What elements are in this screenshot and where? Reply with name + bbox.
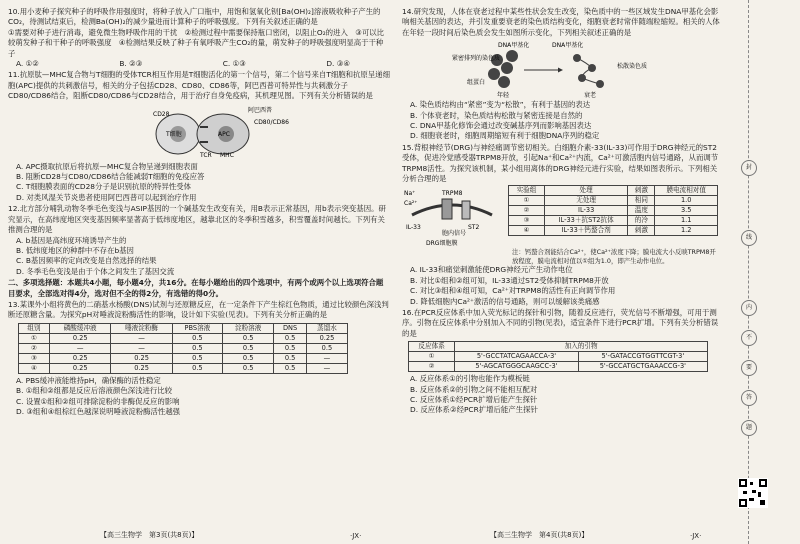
binding-circle: 要 — [741, 360, 757, 376]
table-cell: 0.5 — [223, 343, 274, 353]
q12-option-a: A. b基因是高纬度环境诱导产生的 — [16, 235, 127, 245]
fig11-label-abatacept: 阿巴西普 — [248, 106, 273, 114]
table-cell: 5'-GCCATGCTGAAACCG-3' — [578, 362, 707, 372]
q10-option-c: C. ①③ — [222, 59, 246, 69]
table-cell: — — [306, 363, 347, 373]
table-cell: ④ — [509, 226, 545, 236]
question-15 — [402, 143, 720, 307]
fig11-label-tcell: T细胞 — [166, 130, 182, 138]
q16-option-a: A. 反应体系①的引物也能作为模板链 — [410, 374, 530, 384]
q15-header-row — [509, 186, 718, 196]
left-page — [8, 6, 390, 417]
binding-line — [748, 0, 749, 544]
table-cell: 0.5 — [172, 353, 222, 363]
q14-option-b: B. 个体衰老时，染色质结构松散与紧密连接是自然的 — [410, 110, 583, 120]
table-row — [509, 206, 718, 216]
fig14-label-methylation: DNA甲基化 — [498, 42, 530, 50]
fig15-label-st2: ST2 — [468, 224, 480, 232]
binding-circle: 答 — [741, 390, 757, 406]
q15-option-c: C. 对比③组和④组可知，Ca²⁺对TRPM8的活性有正向调节作用 — [410, 286, 616, 296]
table-cell: 0.25 — [49, 333, 110, 343]
q16-option-b: B. 反应体系②的引物之间不能相互配对 — [410, 384, 538, 394]
table-row — [409, 352, 708, 362]
right-page — [402, 6, 720, 416]
q12-option-d: D. 冬季毛色变浅是由于个体之间发生了基因交流 — [16, 266, 175, 276]
table-cell: 的冷 — [628, 216, 655, 226]
table-cell: 0.5 — [274, 333, 307, 343]
q13-header: 唾液淀粉酶 — [111, 323, 172, 333]
q11-figure — [8, 102, 390, 162]
q13-stem: 13.某课外小组将黄色的二硝基水杨酸(DNS)试剂与还原糖反应，在一定条件下产生棕红色物质，通过比较颜色深浅判断还原糖含量。为探究pH对唾液淀粉酶活性的影响，设计如下实验(见表)。下列有关分析正确的是 — [8, 299, 389, 320]
q11-option-c: C. T细胞膜表面的CD28分子是识别抗原的特异性受体 — [16, 182, 192, 192]
question-11 — [8, 70, 390, 203]
right-footer-code: ·JX· — [690, 532, 702, 540]
table-cell: 0.25 — [111, 363, 172, 373]
fig14-label-young: 年轻 — [497, 92, 510, 100]
table-row — [409, 362, 708, 372]
table-cell: 0.5 — [223, 333, 274, 343]
table-row — [509, 196, 718, 206]
q15-header: 膜电流相对值 — [655, 186, 718, 196]
table-cell: ① — [19, 333, 50, 343]
q15-table — [508, 185, 718, 236]
q13-option-d: D. ③组和④组棕红色越深说明唾液淀粉酶活性越强 — [16, 406, 181, 416]
table-cell: 相同 — [628, 196, 655, 206]
table-cell: 0.25 — [306, 333, 347, 343]
question-16 — [402, 308, 720, 416]
table-cell: ① — [509, 196, 545, 206]
q16-stem: 16.在PCR反应体系中加入荧光标记的探针和引物，随着反应进行，荧光信号不断增强，可用于测序。引物在反应体系中分别加入不同的引物(见表)，适宜条件下进行PCR扩增。下列有关分析错误的是 — [402, 307, 719, 338]
q15-header: 处理 — [544, 186, 627, 196]
table-row — [19, 353, 348, 363]
q10-options — [8, 59, 390, 69]
fig14-label-compact: 紧密排列的染色质 — [452, 55, 501, 63]
q11-option-a: A. APC摄取抗原后将抗原—MHC复合物呈递到细胞表面 — [16, 161, 198, 171]
question-12 — [8, 204, 390, 277]
q13-header: 组别 — [19, 323, 50, 333]
q14-option-a: A. 染色质结构由“紧密”变为“松散”，有利于基因的表达 — [410, 100, 591, 110]
table-row — [19, 363, 348, 373]
table-row — [509, 216, 718, 226]
fig14-label-loose: 松散染色质 — [617, 63, 648, 71]
fig15-label-na: Na⁺ — [404, 190, 416, 198]
table-cell: 1.0 — [655, 196, 718, 206]
q12-stem: 12.北方部分哺乳动物冬季毛色变浅与ASIP基因的一个碱基发生改变有关，用B表示正常基因，用b表示突变基因。研究显示，在高纬度地区突变基因频率显著高于低纬度地区，越靠北区的冬季积雪越多，积雪覆盖时间越长。下列有关推测合理的是 — [8, 204, 386, 235]
fig11-label-cd80: CD80/CD86 — [254, 118, 289, 126]
table-cell: ④ — [19, 363, 50, 373]
question-14 — [402, 7, 720, 142]
table-cell: — — [49, 343, 110, 353]
q10-option-d: D. ③④ — [326, 59, 350, 69]
q16-option-d: D. 反应体系②经PCR扩增后能产生探针 — [410, 405, 538, 415]
fig11-label-tcr: TCR — [200, 151, 212, 159]
question-10 — [8, 7, 390, 69]
q15-option-b: B. 对比①组和②组可知，IL-33通过ST2受体抑制TRPM8开放 — [410, 275, 609, 285]
q12-option-c: C. B基因频率的定向改变是自然选择的结果 — [16, 256, 157, 266]
table-row — [19, 333, 348, 343]
fig15-label-signal: 胞内信号 — [442, 230, 467, 238]
table-cell: 0.5 — [172, 363, 222, 373]
old-chromatin-shape — [573, 54, 604, 88]
q13-option-c: C. 设置①组和②组可排除淀粉的非酶促反应的影响 — [16, 396, 180, 406]
q14-figure — [402, 38, 720, 100]
table-cell: ② — [509, 206, 545, 216]
q13-header: DNS — [274, 323, 307, 333]
fig14-label-histone: 组蛋白 — [467, 79, 486, 87]
q13-header: 蒸馏水 — [306, 323, 347, 333]
q16-header: 加入的引物 — [455, 342, 708, 352]
q13-header: 淀粉溶液 — [223, 323, 274, 333]
q10-stem: 10.用小麦种子探究种子的呼吸作用强度时，将种子放入广口瓶中，用饱和氢氧化钡[Ba(OH)₂]溶液吸收种子产生的CO₂，待测试结束后，检测Ba(OH)₂的减少量进而计算种子的呼吸强度。下列有关叙述正确的是 — [8, 7, 381, 27]
q11-option-d: D. 对类风湿关节炎患者使用阿巴西普可以起到治疗作用 — [16, 192, 197, 202]
table-cell: 0.5 — [274, 353, 307, 363]
table-cell: 0.5 — [274, 343, 307, 353]
table-cell: 0.25 — [49, 363, 110, 373]
fig15-label-il33: IL-33 — [406, 224, 421, 232]
table-row — [19, 343, 348, 353]
fig15-label-ca: Ca²⁺ — [404, 200, 418, 208]
q13-header: PBS溶液 — [172, 323, 222, 333]
table-cell: 刺激 — [628, 226, 655, 236]
q15-option-d: D. 降低细胞内Ca²⁺激活的信号通路，则可以缓解该类痛感 — [410, 296, 600, 306]
fig11-label-apc: APC — [218, 130, 230, 138]
table-cell: 无处理 — [544, 196, 627, 206]
qr-code-icon — [738, 478, 768, 508]
q13-header-row — [19, 323, 348, 333]
table-cell: 0.5 — [306, 343, 347, 353]
fig15-label-membrane: DRG细胞膜 — [426, 240, 458, 248]
table-cell: 1.2 — [655, 226, 718, 236]
table-cell: 0.5 — [274, 363, 307, 373]
binding-circle: 题 — [741, 420, 757, 436]
table-cell: — — [111, 343, 172, 353]
table-cell: 0.5 — [172, 333, 222, 343]
question-13 — [8, 300, 390, 417]
table-cell: 0.25 — [49, 353, 110, 363]
table-cell: IL-33＋抗ST2抗体 — [544, 216, 627, 226]
fig15-label-trpm8: TRPM8 — [442, 190, 463, 198]
binding-circle: 封 — [741, 160, 757, 176]
table-cell: 0.5 — [172, 343, 222, 353]
table-cell: ② — [19, 343, 50, 353]
table-cell: ③ — [19, 353, 50, 363]
table-cell: ② — [409, 362, 455, 372]
table-cell: ① — [409, 352, 455, 362]
table-cell: 1.1 — [655, 216, 718, 226]
q15-stem: 15.背根神经节(DRG)与神经痛调节密切相关。白细胞介素-33(IL-33)可作用于DRG神经元的ST2受体，促进冷觉感受器TRPM8开放，引起Na⁺和Ca²⁺内流，Ca²⁺可激活胞内信号通路，从而调节TRPM8活性。为探究该机制，某小组用离体的DRG神经元进行实验，结果如图表所示。下列相关分析合理的是 — [402, 142, 719, 184]
table-cell: 0.5 — [223, 353, 274, 363]
table-cell: 0.5 — [223, 363, 274, 373]
q10-option-b: B. ②③ — [119, 59, 143, 69]
binding-circle: 线 — [741, 230, 757, 246]
q14-option-d: D. 细胞衰老时，细胞周期缩短有利于细胞DNA序列的稳定 — [410, 131, 600, 141]
q15-table-note: 注：钙螯合剂能结合Ca²⁺，使Ca²⁺浓度下降；膜电流大小反映TRPM8开放程度，膜电流相对值以①组为1.0，即产生动作电位。 — [512, 248, 716, 265]
q16-table — [408, 341, 708, 372]
q15-header: 刺激 — [628, 186, 655, 196]
fig14-label-dna-methylation: DNA甲基化 — [552, 42, 584, 50]
q13-option-a: A. PBS缓冲液能维持pH，确保酶的活性稳定 — [16, 375, 161, 385]
q10-option-a: A. ①② — [16, 59, 39, 69]
table-cell: 0.25 — [111, 353, 172, 363]
q11-option-b: B. 阻断CD28与CD80/CD86结合能减弱T细胞的免疫应答 — [16, 172, 205, 182]
table-cell: 3.5 — [655, 206, 718, 216]
binding-circle: 不 — [741, 330, 757, 346]
section-2-heading: 二、多项选择题：本题共4小题，每小题4分，共16分。在每小题给出的四个选项中，有两个或两个以上选项符合题目要求，全部选对得4分，选对但不全的得2分，有选错的得0分。 — [8, 278, 384, 298]
q14-option-c: C. DNA甲基化修饰会通过改变碱基序列而影响基因表达 — [410, 121, 592, 131]
q12-option-b: B. 低纬度地区的种群中不存在b基因 — [16, 245, 134, 255]
table-cell: IL-33 — [544, 206, 627, 216]
q16-option-c: C. 反应体系①经PCR扩增后能产生探针 — [410, 394, 538, 404]
binding-circle: 内 — [741, 300, 757, 316]
table-cell: 5'-AGCATGGGCAAGCC-3' — [455, 362, 578, 372]
right-footer: 【高三生物学 第4页(共8页)】 — [490, 531, 589, 539]
q15-figure — [402, 185, 502, 247]
q15-option-a: A. IL-33和痛觉刺激能使DRG神经元产生动作电位 — [410, 265, 573, 275]
table-cell: IL-33＋钙螯合剂 — [544, 226, 627, 236]
q13-table — [18, 323, 348, 374]
fig11-label-cd28: CD28 — [153, 110, 170, 118]
q10-statements: ①需要对种子进行消毒，避免微生物呼吸作用的干扰 ②检测过程中需要保持瓶口密闭，以阻止O₂的进入 ③可以比较萌发种子和干种子的呼吸强度 ④检测结果反映了种子有氧呼吸产生CO₂的量，萌发种子的呼吸强度明显高于干种子 — [8, 27, 385, 58]
q16-header-row — [409, 342, 708, 352]
q13-option-b: B. ①组和②组都是反应后溶液颜色深浅进行比较 — [16, 386, 173, 396]
table-cell: ③ — [509, 216, 545, 226]
q13-header: 磷酸缓冲液 — [49, 323, 110, 333]
table-cell: — — [306, 353, 347, 363]
table-row — [509, 226, 718, 236]
table-cell: — — [111, 333, 172, 343]
left-footer-code: ·JX· — [350, 532, 362, 540]
table-cell: 温度 — [628, 206, 655, 216]
q14-stem: 14.研究发现，人体在衰老过程中某些性状会发生改变，染色质中的一些区域发生DNA甲基化会影响相关基因的表达，并引发重要衰老的染色质结构变化，细胞衰老时常伴随端粒缩短。相关的人体在年轻一段时间后染色质会发生如图所示变化，下列相关叙述正确的是 — [402, 7, 720, 37]
q15-header: 实验组 — [509, 186, 545, 196]
table-cell: 5'-GATACCGTGGTTCGT-3' — [578, 352, 707, 362]
q15-figure-row — [402, 185, 720, 247]
fig14-label-old: 衰老 — [584, 92, 597, 100]
q16-header: 反应体系 — [409, 342, 455, 352]
fig11-label-mhc: MHC — [220, 151, 234, 159]
left-footer: 【高三生物学 第3页(共8页)】 — [100, 531, 199, 539]
table-cell: 5'-GCCTATCAGAACCA-3' — [455, 352, 578, 362]
q11-stem: 11.抗原肽—MHC复合物与T细胞的受体TCR相互作用是T细胞活化的第一个信号，第二个信号来自T细胞和抗原呈递细胞(APC)提供的共刺激信号，相关的分子包括CD28、CD80、CD86等，阿巴西普可特异性与共刺激分子CD80/CD86结合，阻断CD80/CD86与CD28结合，用于治疗自身免疫病，其机理见图。下列有关分析错误的是 — [8, 70, 390, 101]
